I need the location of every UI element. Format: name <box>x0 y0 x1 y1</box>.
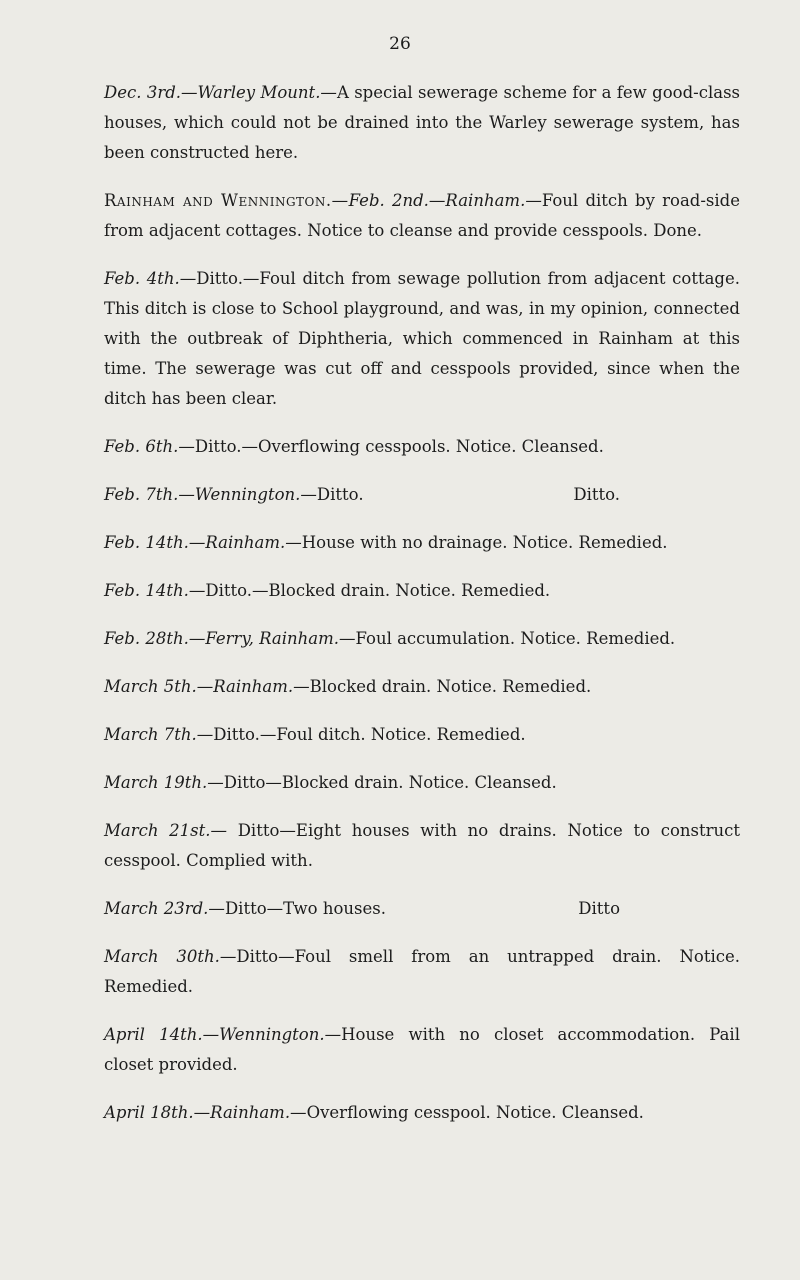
entry-date: Feb. 4th.— <box>104 269 197 288</box>
entry-text: House with no drainage. Notice. Remedied. <box>301 533 668 552</box>
entry-date: April 18th.—Rainham.— <box>104 1103 307 1122</box>
section-heading: Rainham and Wennington.— <box>104 191 349 210</box>
entry-feb-6th <box>104 432 740 462</box>
entry-text: A special sewerage scheme for a few good-class houses, which could not be drained into the Warley sewerage system, has been constructed here. <box>104 83 740 162</box>
entry-feb-7th <box>104 480 740 510</box>
entry-date: March 21st.— <box>104 821 238 840</box>
entry-text: Ditto—Eight houses with no drains. Notice to construct cesspool. Complied with. <box>104 821 740 870</box>
entry-feb-28th <box>104 624 740 654</box>
entry-feb-4th <box>104 264 740 414</box>
entry-text: Overflowing cesspool. Notice. Cleansed. <box>306 1103 644 1122</box>
entry-date: Dec. 3rd.—Warley Mount.— <box>104 83 337 102</box>
entry-date: Feb. 14th.— <box>104 581 206 600</box>
entry-text: Ditto—Two houses. <box>224 899 386 918</box>
entry-date: March 30th.— <box>104 947 237 966</box>
entry-text: House with no closet accommodation. Pail closet provided. <box>104 1025 740 1074</box>
entry-march-21st <box>104 816 740 876</box>
entry-date: Feb. 6th.— <box>104 437 195 456</box>
entry-date: March 7th.— <box>104 725 214 744</box>
entry-text: Ditto—Blocked drain. Notice. Cleansed. <box>223 773 557 792</box>
entry-text: Ditto.—Foul ditch from sewage pollution from adjacent cottage. This ditch is close to School playground, and was, in my opinion, connected with the outbreak of Diphtheria, which commenced in Rainham at this time. The sewerage was cut off and cesspools provided, since when the ditch has been clear. <box>104 269 740 408</box>
ditto-mark: Ditto. <box>573 485 620 504</box>
entry-text: Blocked drain. Notice. Remedied. <box>309 677 592 696</box>
entry-march-23rd <box>104 894 740 924</box>
entry-date: Feb. 2nd.—Rainham.— <box>348 191 542 210</box>
entry-text: Ditto. <box>316 485 364 504</box>
entry-date: March 5th.—Rainham.— <box>104 677 310 696</box>
entry-date: Feb. 28th.—Ferry, Rainham.— <box>104 629 356 648</box>
entry-april-18th <box>104 1098 740 1128</box>
entry-text: Ditto.—Foul ditch. Notice. Remedied. <box>213 725 526 744</box>
entry-feb-14th-rainham <box>104 528 740 558</box>
entry-march-19th <box>104 768 740 798</box>
entry-text: Ditto.—Overflowing cesspools. Notice. Cleansed. <box>194 437 604 456</box>
report-entries <box>104 78 740 1146</box>
entry-april-14th <box>104 1020 740 1080</box>
entry-date: April 14th.—Wennington.— <box>104 1025 342 1044</box>
entry-march-30th <box>104 942 740 1002</box>
entry-text: Foul ditch by road-side from adjacent cottages. Notice to cleanse and provide cesspools. Done. <box>104 191 740 240</box>
entry-march-7th <box>104 720 740 750</box>
page-number: 26 <box>389 34 411 54</box>
entry-date: March 23rd.— <box>104 899 225 918</box>
entry-rainham-feb-2nd <box>104 186 740 246</box>
entry-march-5th <box>104 672 740 702</box>
entry-dec-3rd <box>104 78 740 168</box>
entry-text: Ditto.—Blocked drain. Notice. Remedied. <box>205 581 551 600</box>
entry-text: Foul accumulation. Notice. Remedied. <box>355 629 676 648</box>
entry-date: March 19th.— <box>104 773 224 792</box>
entry-feb-14th-ditto <box>104 576 740 606</box>
entry-text: Ditto—Foul smell from an untrapped drain. Notice. Remedied. <box>104 947 740 996</box>
entry-date: Feb. 14th.—Rainham.— <box>104 533 302 552</box>
ditto-mark: Ditto <box>578 899 620 918</box>
entry-date: Feb. 7th.—Wennington.— <box>104 485 317 504</box>
